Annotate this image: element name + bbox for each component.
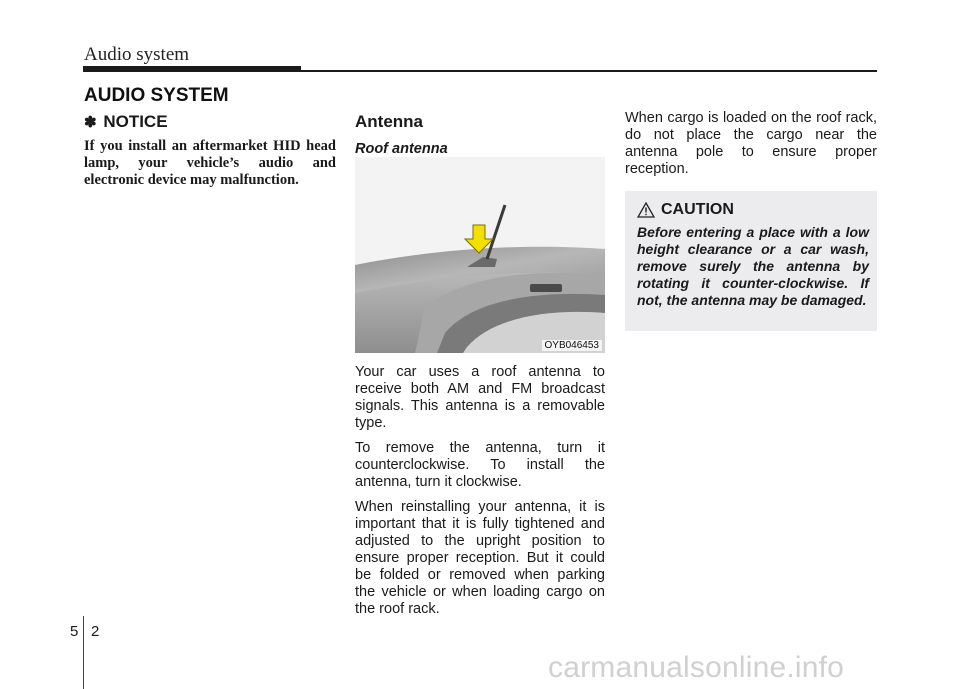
- cargo-paragraph: When cargo is loaded on the roof rack, do not place the cargo near the antenna pole to ensure proper reception.: [625, 110, 877, 177]
- roof-antenna-subheading: Roof antenna: [355, 141, 448, 157]
- notice-column: [84, 108, 336, 189]
- cargo-column: [625, 110, 877, 186]
- header-bar: [83, 66, 301, 72]
- antenna-paragraph: Your car uses a roof antenna to receive both AM and FM broadcast signals. This antenna is a removable type.: [355, 364, 605, 431]
- roof-antenna-photo: [355, 157, 605, 353]
- section-title: AUDIO SYSTEM: [84, 85, 229, 106]
- watermark: carmanualsonline.info: [548, 651, 845, 684]
- car-roof-illustration: [355, 157, 605, 353]
- header-rule: [301, 70, 877, 72]
- header-title: Audio system: [84, 44, 190, 65]
- caution-heading: [637, 201, 734, 219]
- caution-label: CAUTION: [661, 201, 734, 218]
- antenna-header: [355, 108, 605, 157]
- chapter-number: 5: [70, 623, 79, 640]
- notice-text: If you install an aftermarket HID head lamp, your vehicle’s audio and electronic device may malfunction.: [84, 138, 336, 188]
- antenna-heading: Antenna: [355, 112, 423, 131]
- caution-box: [625, 191, 877, 331]
- antenna-text: [355, 364, 605, 626]
- notice-heading: [84, 112, 336, 132]
- antenna-paragraph: When reinstalling your antenna, it is important that it is fully tightened and adjusted to the upright position to ensure proper reception. But it could be folded or removed when parking the vehicle or when loading cargo on the roof rack.: [355, 499, 605, 617]
- page-number: 2: [91, 623, 100, 640]
- antenna-paragraph: To remove the antenna, turn it counterclockwise. To install the antenna, turn it clockwise.: [355, 440, 605, 490]
- footer-divider: [83, 616, 84, 689]
- notice-label: NOTICE: [103, 112, 168, 131]
- caution-text: Before entering a place with a low height clearance or a car wash, remove surely the antenna by rotating it counter-clockwise. If not, the antenna may be damaged.: [637, 224, 869, 308]
- notice-star-icon: ✽: [84, 114, 97, 131]
- image-code: OYB046453: [542, 340, 603, 351]
- warning-triangle-icon: [637, 202, 655, 218]
